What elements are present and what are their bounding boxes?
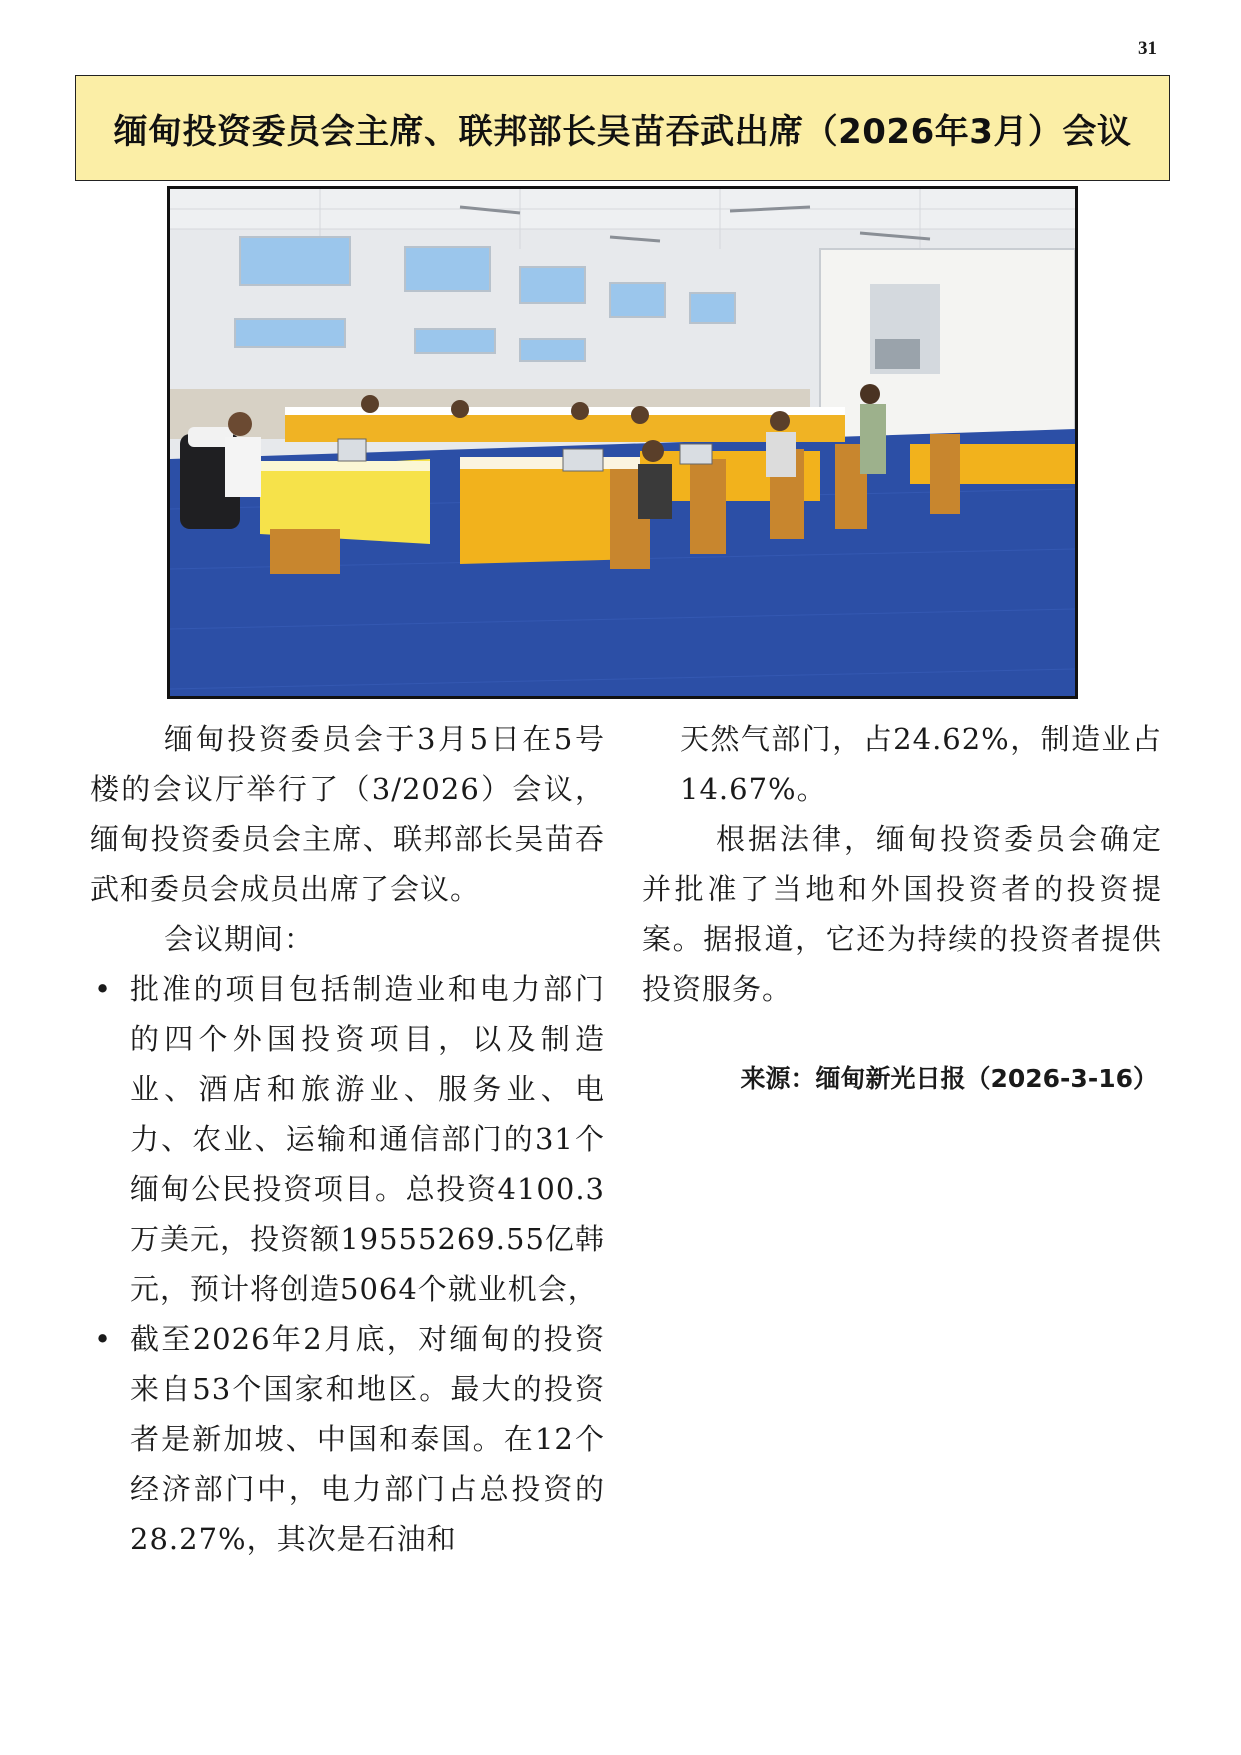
list-item xyxy=(90,964,605,1314)
intro-paragraph: 缅甸投资委员会于3月5日在5号楼的会议厅举行了（3/2026）会议，缅甸投资委员会主席、联邦部长吴苗吞武和委员会成员出席了会议。 xyxy=(90,722,605,906)
page-number: 31 xyxy=(1138,38,1157,59)
source-citation: 来源：缅甸新光日报（2026-3-16） xyxy=(740,1064,1158,1093)
left-column xyxy=(90,714,605,1564)
continuation-paragraph: 天然气部门，占24.62%，制造业占14.67%。 xyxy=(680,722,1162,806)
bullet-text: 截至2026年2月底，对缅甸的投资来自53个国家和地区。最大的投资者是新加坡、中国和泰国。在12个经济部门中，电力部门占总投资的28.27%，其次是石油和 xyxy=(130,1322,605,1556)
bullet-text: 批准的项目包括制造业和电力部门的四个外国投资项目，以及制造业、酒店和旅游业、服务业、电力、农业、运输和通信部门的31个缅甸公民投资项目。总投资4100.3万美元，投资额19555269.55亿韩元，预计将创造5064个就业机会， xyxy=(130,972,605,1306)
meeting-photo xyxy=(167,186,1078,699)
bullet-icon: • xyxy=(94,1322,112,1356)
meeting-room-illustration xyxy=(170,189,1075,696)
meeting-during-label: 会议期间： xyxy=(164,922,315,956)
list-item xyxy=(90,1314,605,1564)
article-title: 缅甸投资委员会主席、联邦部长吴苗吞武出席（2026年3月）会议 xyxy=(113,111,1132,152)
bullet-icon: • xyxy=(94,972,112,1006)
bullet-list xyxy=(90,964,605,1564)
conclusion-paragraph: 根据法律，缅甸投资委员会确定并批准了当地和外国投资者的投资提案。据报道，它还为持续的投资者提供投资服务。 xyxy=(642,822,1162,1006)
right-column xyxy=(642,714,1162,1104)
title-banner xyxy=(75,75,1170,181)
